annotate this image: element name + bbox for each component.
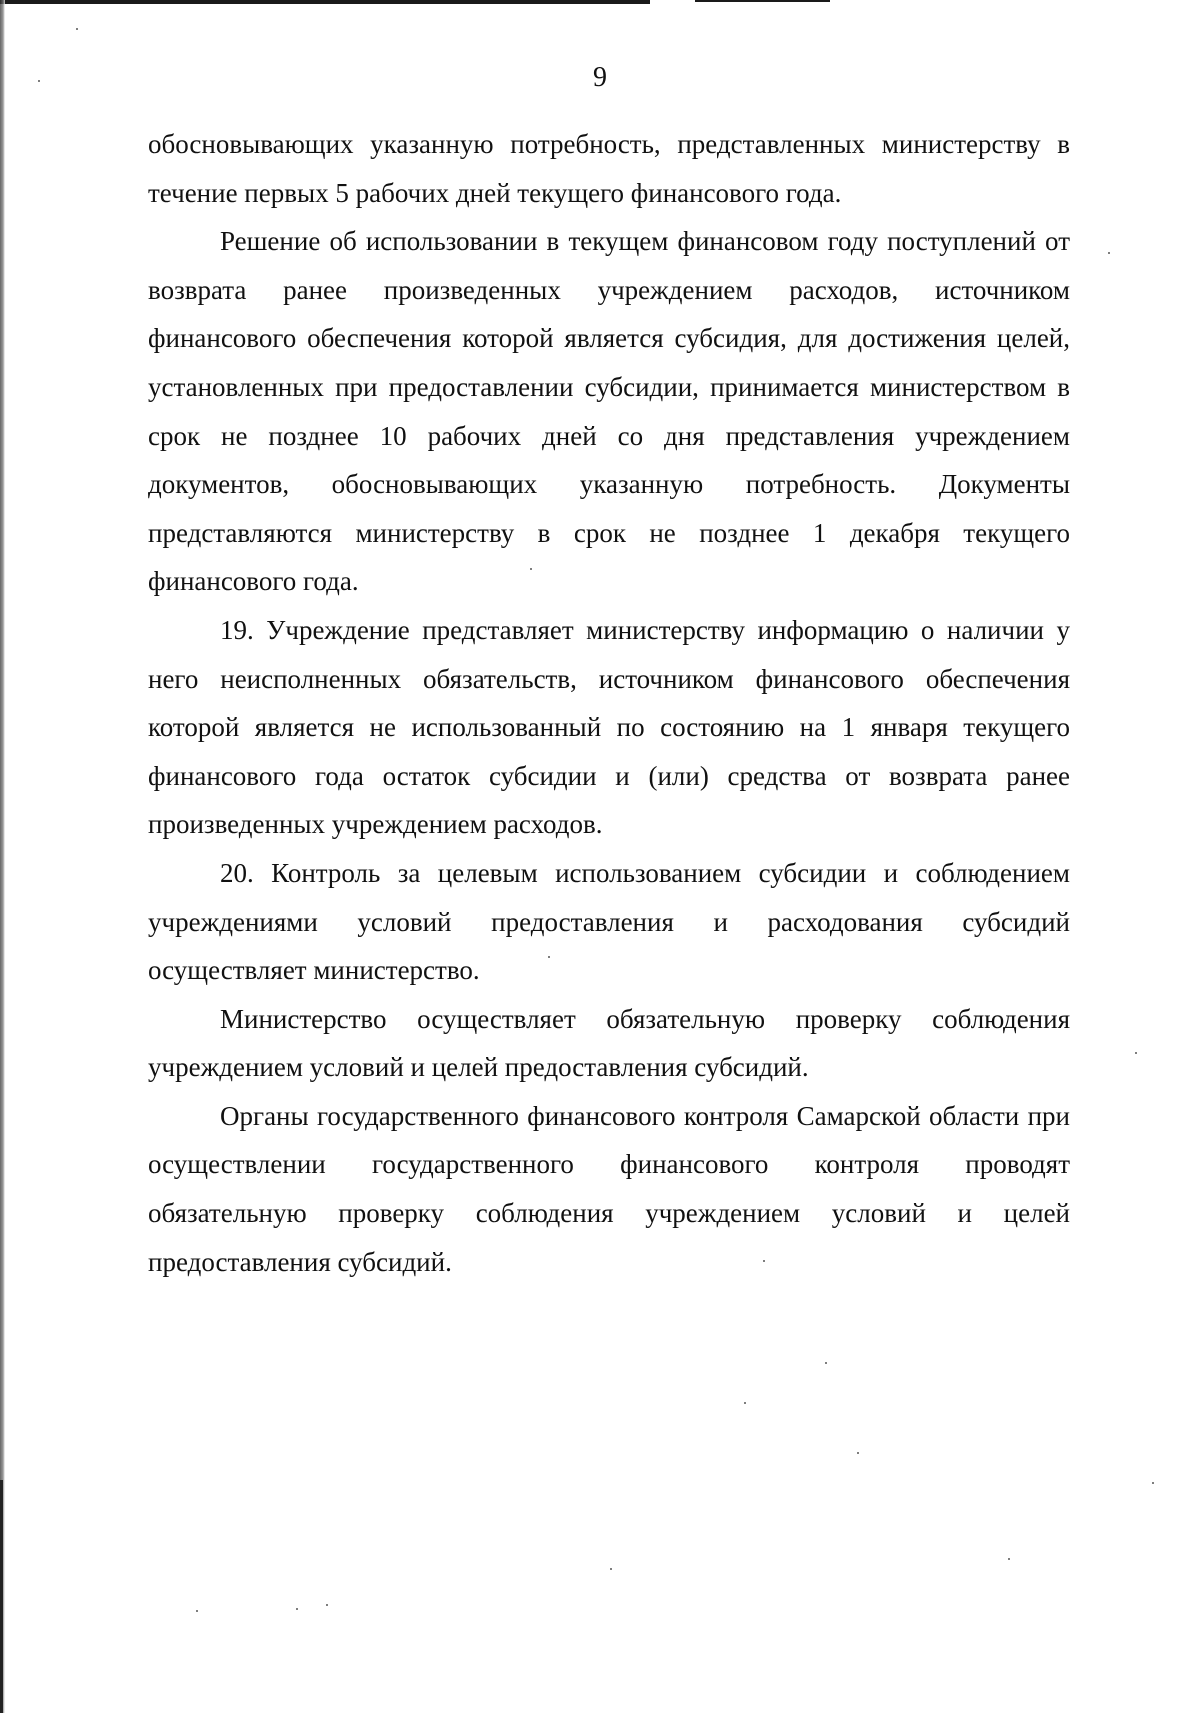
paragraph-item-19: 19. Учреждение представляет министерству информацию о наличии у него неисполненных обязательств, источником финансового обеспечения которой является не использованный по состоянию на 1 января текущего финансового года остаток субсидии и (или) средства от возврата ранее произведенных учреждением расходов. — [148, 614, 1070, 840]
scan-speck — [744, 1402, 746, 1404]
paragraph-ministry-check: Министерство осуществляет обязательную проверку соблюдения учреждением условий и целей предоставления субсидий. — [148, 1003, 1070, 1083]
scan-speck — [296, 1608, 298, 1610]
scan-speck — [1135, 1052, 1137, 1054]
scan-speck — [857, 1452, 859, 1454]
scan-speck — [326, 1604, 328, 1606]
scan-top-rule — [0, 0, 650, 4]
scan-speck — [196, 1610, 198, 1612]
scan-speck — [1008, 1558, 1010, 1560]
scan-speck — [1108, 252, 1110, 254]
paragraph-return-decision: Решение об использовании в текущем финансовом году поступлений от возврата ранее произведенных учреждением расходов, источником финансового обеспечения которой является субсидия, для достижения целей, установленных при предоставлении субсидии, принимается министерством в срок не позднее 10 рабочих дней со дня представления учреждением документов, обосновывающих указанную потребность. Документы представляются министерству в срок не позднее 1 декабря текущего финансового года. — [148, 226, 1070, 597]
scan-speck — [1152, 1482, 1154, 1484]
scan-speck — [610, 1568, 612, 1570]
document-body — [148, 120, 1070, 1286]
scan-speck — [76, 28, 78, 30]
paragraph-item-20: 20. Контроль за целевым использованием субсидии и соблюдением учреждениями условий предоставления и расходования субсидий осуществляет министерство. — [148, 857, 1070, 986]
scan-left-edge — [0, 0, 5, 1713]
page-number: 9 — [593, 62, 607, 93]
scan-top-rule-segment — [695, 0, 830, 2]
paragraph-financial-control: Органы государственного финансового контроля Самарской области при осуществлении государственного финансового контроля проводят обязательную проверку соблюдения учреждением условий и целей предоставления субсидий. — [148, 1100, 1070, 1277]
scan-left-edge-mark — [0, 1480, 3, 1713]
paragraph-continuation: обосновывающих указанную потребность, представленных министерству в течение первых 5 рабочих дней текущего финансового года. — [148, 129, 1070, 208]
scan-speck — [825, 1362, 827, 1364]
